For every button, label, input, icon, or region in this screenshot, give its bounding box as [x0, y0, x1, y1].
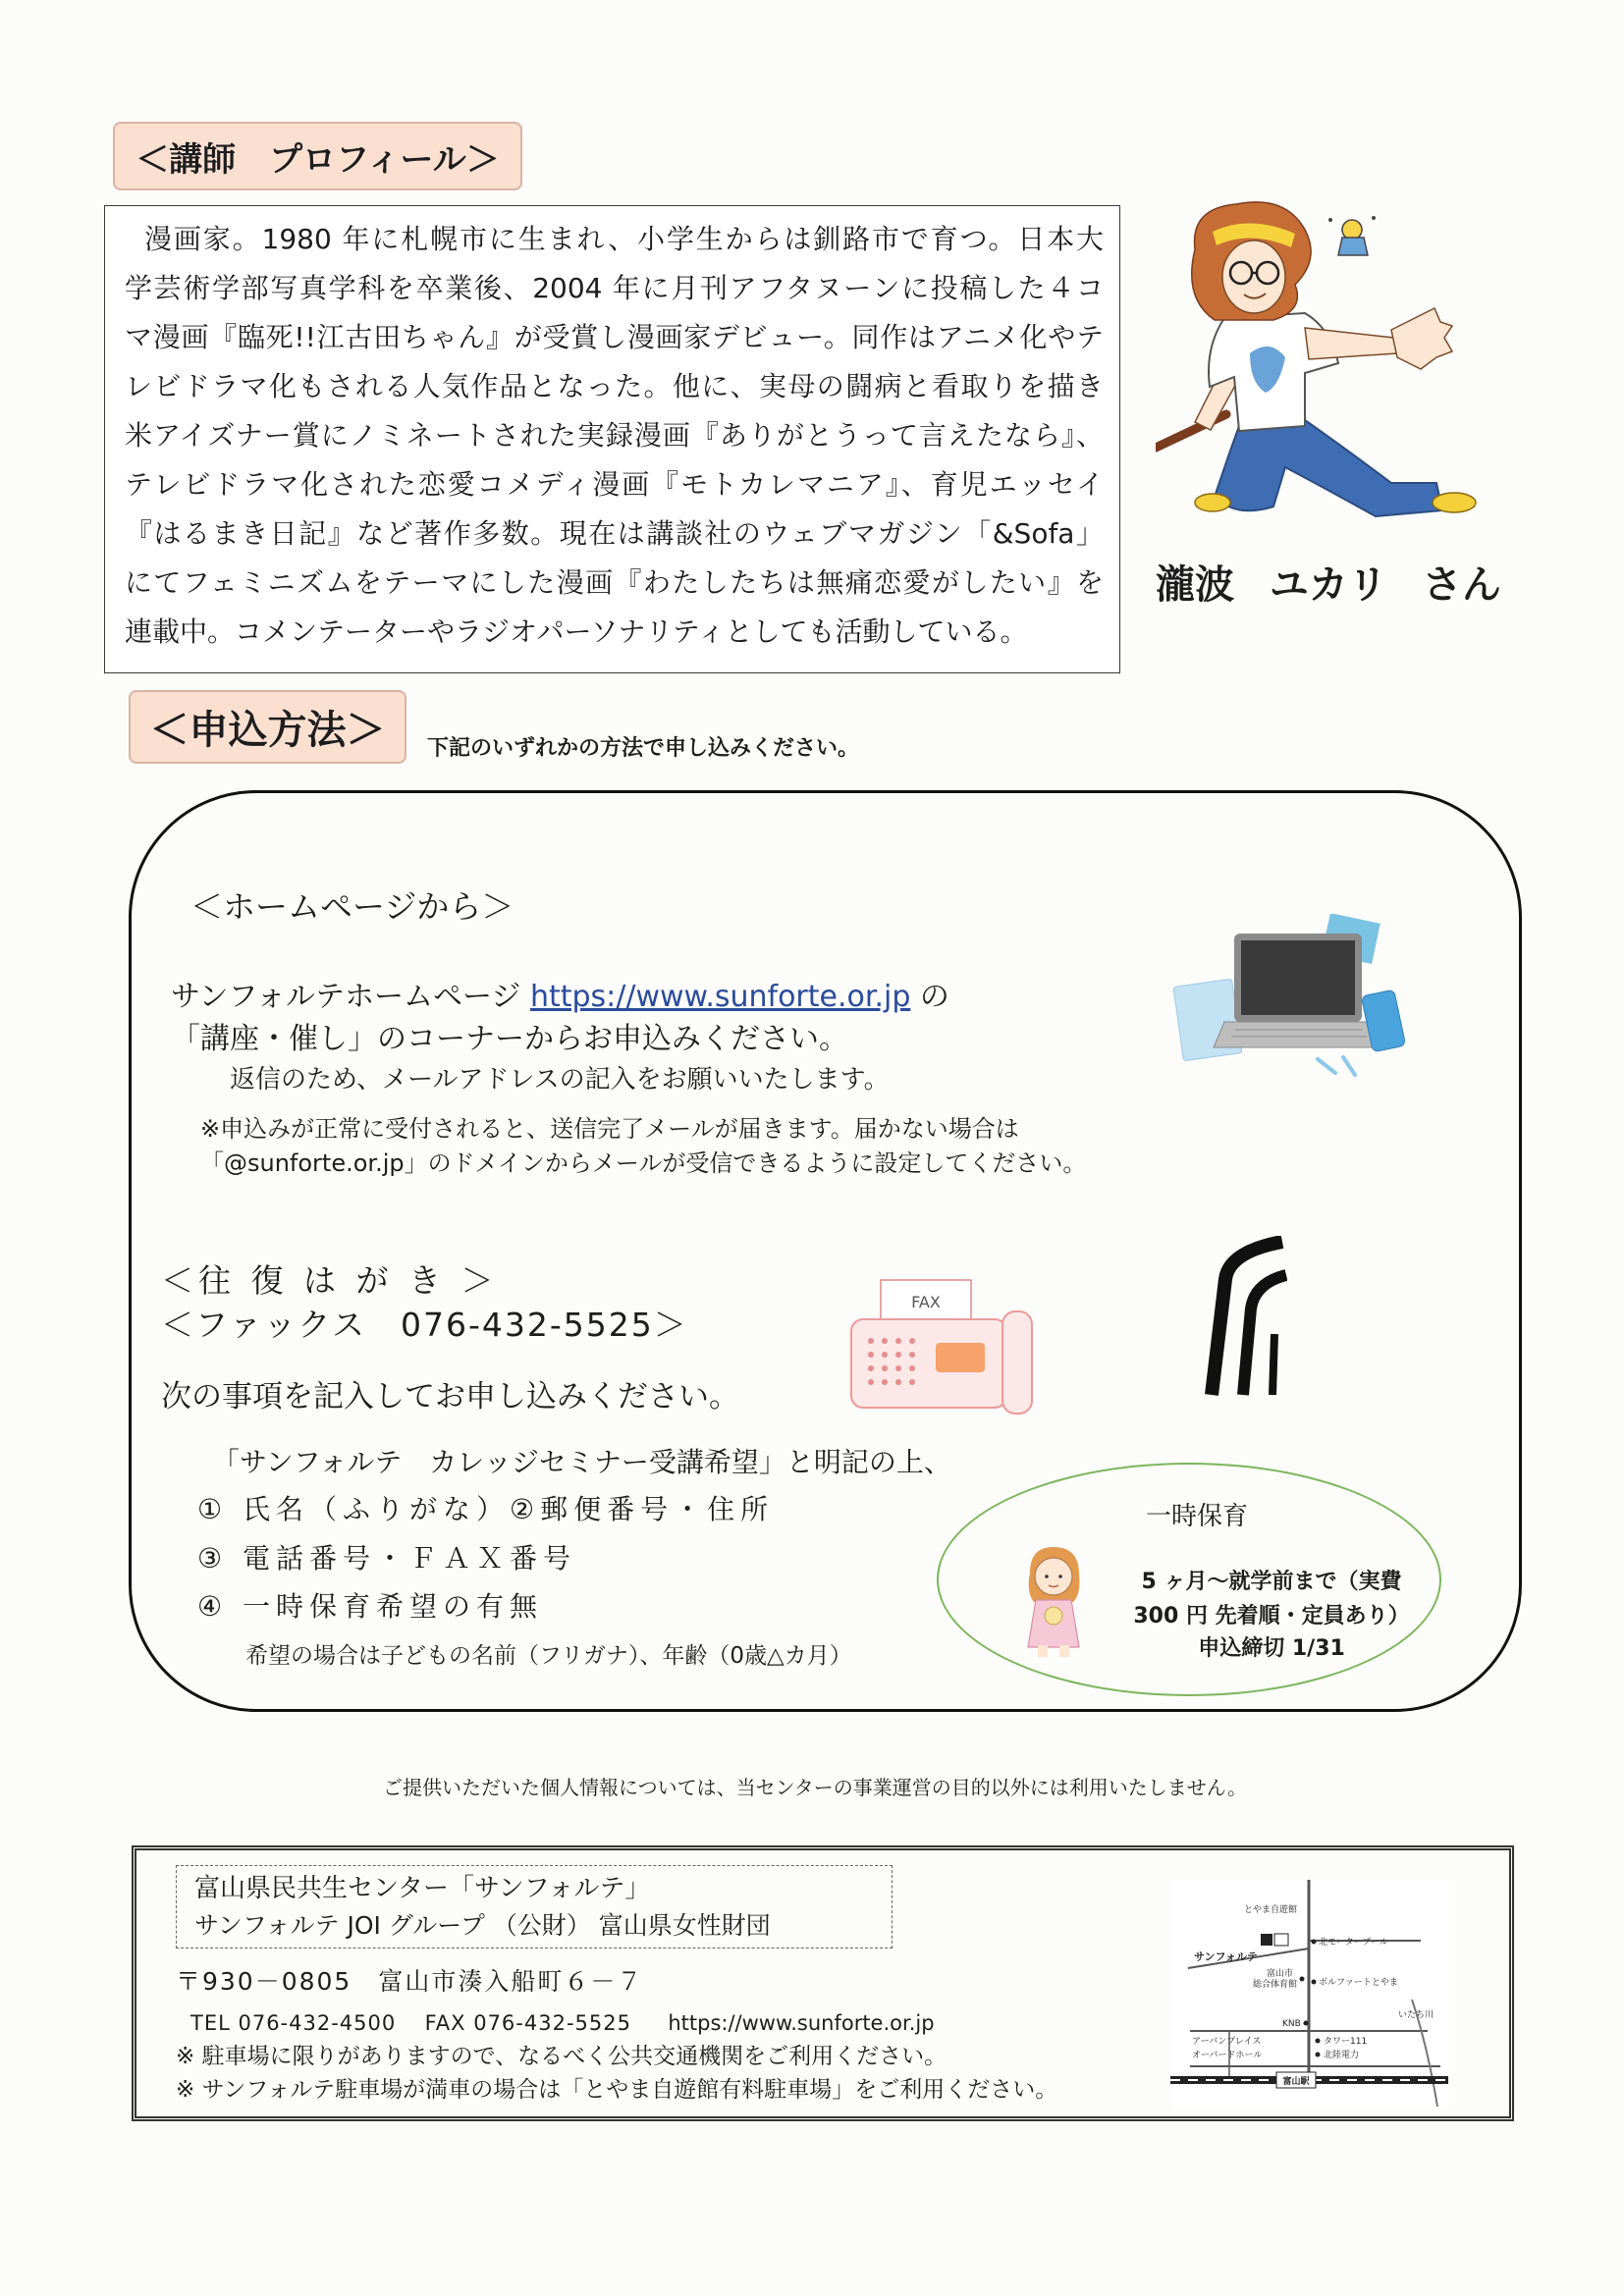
- paper-icon: [1173, 979, 1242, 1061]
- laptop-illustration: [1170, 914, 1420, 1083]
- profile-heading-text: ＜講師 プロフィール＞: [135, 139, 500, 180]
- jiyukan-building-icon: [1274, 1934, 1288, 1946]
- profile-line: 連載中。コメンテーターやラジオパーソナリティとしても活動している。: [125, 615, 1028, 648]
- postal-item-note: 希望の場合は子どもの名前（フリガナ）、年齢（0歳△カ月）: [245, 1643, 852, 1669]
- fax-machine-illustration: [841, 1272, 1039, 1426]
- fax-paper-label: FAX: [911, 1293, 941, 1311]
- laptop-keyboard: [1214, 1022, 1382, 1047]
- apply-note: 下記のいずれかの方法で申し込みください。: [427, 736, 860, 761]
- profile-line: レビドラマ化もされる人気作品となった。他に、実母の闘病と看取りを描き: [125, 370, 1104, 402]
- childcare-line-1: 5 ヶ月～就学前まで（実費: [1141, 1570, 1402, 1594]
- profile-line: マ漫画『臨死!!江古田ちゃん』が受賞し漫画家デビュー。同作はアニメ化やテ: [125, 321, 1104, 353]
- profile-line: 米アイズナー賞にノミネートされた実録漫画『ありがとうって言えたなら』、: [125, 419, 1104, 452]
- web-line-1-prefix: サンフォルテホームページ: [171, 980, 530, 1014]
- footer-url: https://www.sunforte.or.jp: [668, 2011, 935, 2035]
- fax-screen: [936, 1343, 985, 1372]
- map-label-river: いたち川: [1398, 2010, 1435, 2020]
- lecturer-name: 瀧波 ユカリ さん: [1156, 562, 1501, 608]
- shoe-left: [1195, 494, 1230, 511]
- arm-right: [1305, 328, 1397, 359]
- apply-heading: [129, 690, 406, 764]
- profile-line: 『はるまき日記』など著作多数。現在は講談社のウェブマガジン「&Sofa」: [125, 517, 1104, 550]
- postal-item-1: ① 氏名（ふりがな）②郵便番号・住所: [197, 1493, 775, 1525]
- jeans: [1215, 420, 1442, 516]
- fax-handset: [1002, 1311, 1032, 1414]
- decorative-black-stroke: [1200, 1236, 1287, 1397]
- childcare-title: 一時保育: [1146, 1502, 1249, 1531]
- web-note-1: ※申込みが正常に受付されると、送信完了メールが届きます。届かない場合は: [200, 1115, 1019, 1143]
- shoe-right: [1433, 493, 1476, 512]
- map-label-hokuden: 北陸電力: [1324, 2051, 1360, 2060]
- doll-icon: [1045, 1607, 1062, 1625]
- postal-instruction: 「サンフォルテ カレッジセミナー受講希望」と明記の上、: [212, 1446, 951, 1478]
- postal-item-2: ③ 電話番号・ＦＡＸ番号: [197, 1542, 577, 1575]
- web-heading: ＜ホームページから＞: [190, 887, 514, 926]
- apply-heading-text: ＜申込方法＞: [149, 708, 386, 753]
- web-note-2: 「@sunforte.or.jp」のドメインからメールが受信できるように設定してください。: [200, 1149, 1087, 1177]
- web-line-3: 返信のため、メールアドレスの記入をお願いいたします。: [230, 1065, 890, 1095]
- profile-line: にてフェミニズムをテーマにした漫画『わたしたちは無痛恋愛がしたい』を: [125, 566, 1104, 599]
- sunforte-building-icon: [1261, 1934, 1272, 1946]
- fax-heading: ＜ファックス 076-432-5525＞: [161, 1306, 688, 1344]
- child-illustration: [1016, 1543, 1090, 1660]
- map-label-knb: KNB: [1282, 2019, 1301, 2029]
- map-label-urban-place: アーバンプレイス: [1192, 2037, 1262, 2047]
- tel-number: TEL 076-432-4500: [190, 2011, 397, 2035]
- map-label-station: 富山駅: [1282, 2077, 1310, 2087]
- map-label-sunforte: サンフォルテ: [1194, 1950, 1258, 1963]
- open-hand-icon: [1391, 308, 1452, 369]
- homepage-link[interactable]: https://www.sunforte.or.jp: [529, 980, 911, 1014]
- profile-heading: [113, 122, 522, 190]
- web-line-1: [171, 980, 949, 1015]
- lecturer-portrait-illustration: [1156, 190, 1492, 556]
- profile-text-box: [104, 205, 1120, 673]
- web-line-1-suffix: の: [910, 980, 949, 1014]
- web-line-2: 「講座・催し」のコーナーからお申込みください。: [171, 1022, 848, 1056]
- access-map: [1170, 1880, 1448, 2107]
- map-label-aubade: オーバードホール: [1192, 2051, 1263, 2060]
- map-label-gym-1: 富山市: [1267, 1969, 1294, 1979]
- postal-item-3: ④ 一時保育希望の有無: [197, 1590, 544, 1623]
- parking-note-1: ※ 駐車場に限りがありますので、なるべく公共交通機関をご利用ください。: [176, 2044, 947, 2069]
- pen-icon: [1318, 1059, 1335, 1073]
- small-character-icon: [1328, 216, 1376, 255]
- postcard-heading: ＜往 復 は が き ＞: [161, 1261, 499, 1300]
- pen-icon: [1343, 1057, 1355, 1075]
- map-label-motor-pool: 北モータープール: [1319, 1938, 1388, 1948]
- fax-number: FAX 076-432-5525: [424, 2011, 631, 2035]
- org-name-2: サンフォルテ JOI グループ （公財） 富山県女性財団: [194, 1911, 771, 1940]
- childcare-deadline: 申込締切 1/31: [1198, 1636, 1345, 1661]
- child-face: [1035, 1558, 1072, 1595]
- privacy-notice: ご提供いただいた個人情報については、当センターの事業運営の目的以外には利用いたしません。: [383, 1776, 1247, 1799]
- postal-intro: 次の事項を記入してお申し込みください。: [161, 1379, 739, 1415]
- map-label-gym-2: 総合体育館: [1253, 1980, 1298, 1990]
- address: 〒930－0805 富山市湊入船町６－７: [176, 1967, 644, 1996]
- laptop-screen: [1241, 940, 1355, 1015]
- parking-note-2: ※ サンフォルテ駐車場が満車の場合は「とやま自遊館有料駐車場」をご利用ください。: [176, 2077, 1058, 2103]
- profile-line: 漫画家。1980 年に札幌市に生まれ、小学生からは釧路市で育つ。日本大: [144, 223, 1104, 255]
- map-label-tower: タワー111: [1324, 2037, 1368, 2047]
- contact-line: [190, 2010, 935, 2036]
- map-label-jiyukan: とやま自遊館: [1244, 1905, 1298, 1915]
- childcare-line-2: 300 円 先着順・定員あり）: [1133, 1604, 1410, 1629]
- profile-line: テレビドラマ化された恋愛コメディ漫画『モトカレマニア』、育児エッセイ: [125, 468, 1104, 501]
- map-label-volfa: ボルファートとやま: [1319, 1978, 1398, 1988]
- org-name-1: 富山県民共生センター「サンフォルテ」: [194, 1874, 651, 1903]
- profile-line: 学芸術学部写真学科を卒業後、2004 年に月刊アフタヌーンに投稿した４コ: [125, 272, 1104, 304]
